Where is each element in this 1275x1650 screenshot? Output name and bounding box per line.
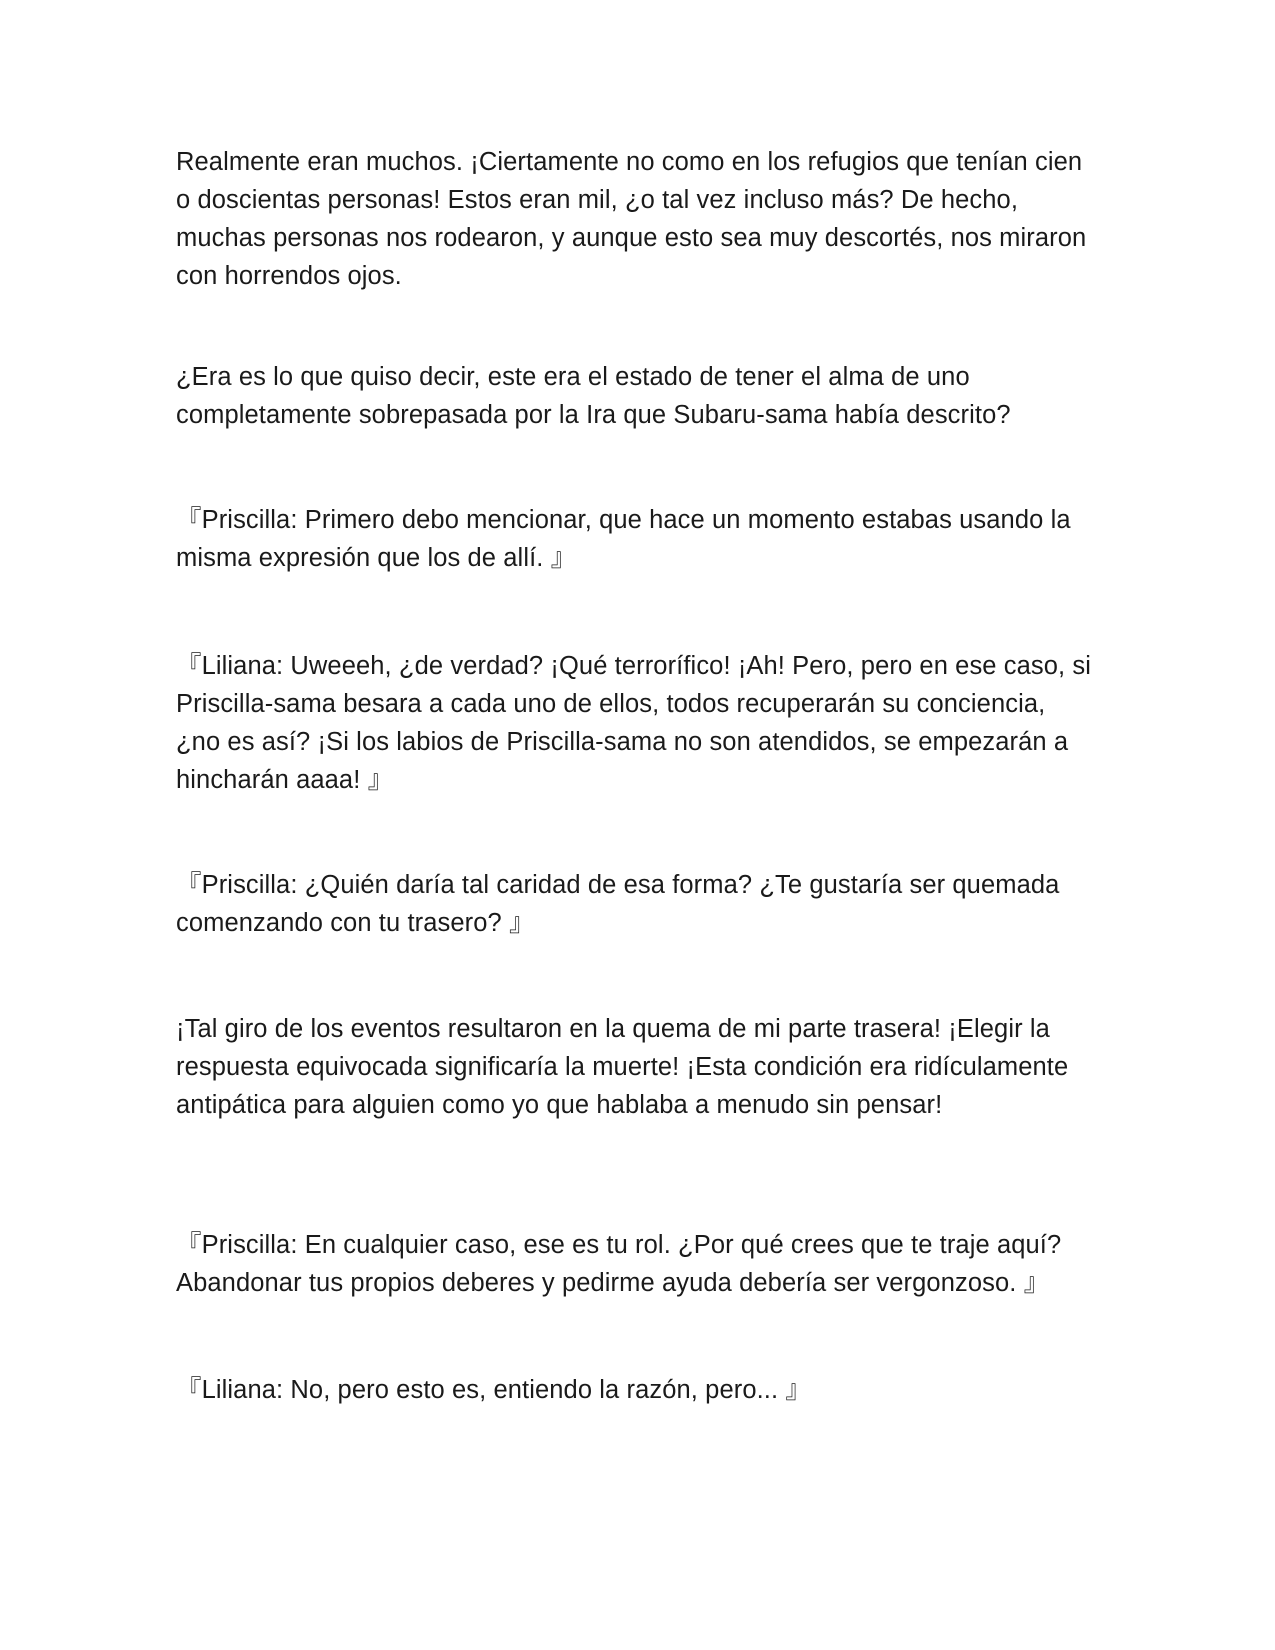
paragraph-2: ¿Era es lo que quiso decir, este era el estado de tener el alma de uno completamente sobrepasada por la Ira que Subaru-sama había descrito? xyxy=(176,363,1011,429)
paragraph-1: Realmente eran muchos. ¡Ciertamente no como en los refugios que tenían cien o doscientas personas! Estos eran mil, ¿o tal vez incluso más? De hecho, muchas personas nos rodearon, y aunque esto sea muy descortés, nos miraron con horrendos ojos. xyxy=(176,148,1087,290)
dialogue-liliana-2: 『Liliana: No, pero esto es, entiendo la razón, pero... 』 xyxy=(176,1376,811,1404)
paragraph-3: ¡Tal giro de los eventos resultaron en la quema de mi parte trasera! ¡Elegir la respuesta equivocada significaría la muerte! ¡Esta condición era ridículamente antipática para alguien como yo que hablaba a menudo sin pensar! xyxy=(176,1015,1069,1119)
dialogue-priscilla-1: 『Priscilla: Primero debo mencionar, que hace un momento estabas usando la misma expresión que los de allí. 』 xyxy=(176,506,1071,572)
dialogue-priscilla-3: 『Priscilla: En cualquier caso, ese es tu rol. ¿Por qué crees que te traje aquí? Abandonar tus propios deberes y pedirme ayuda debería ser vergonzoso. 』 xyxy=(176,1231,1062,1297)
dialogue-liliana-1: 『Liliana: Uweeeh, ¿de verdad? ¡Qué terrorífico! ¡Ah! Pero, pero en ese caso, si Priscilla-sama besara a cada uno de ellos, todos recuperarán su conciencia, ¿no es así? ¡Si los labios de Priscilla-sama no son atendidos, se empezarán a hincharán aaaa! 』 xyxy=(176,652,1092,794)
dialogue-priscilla-2: 『Priscilla: ¿Quién daría tal caridad de esa forma? ¿Te gustaría ser quemada comenzando con tu trasero? 』 xyxy=(176,871,1060,937)
